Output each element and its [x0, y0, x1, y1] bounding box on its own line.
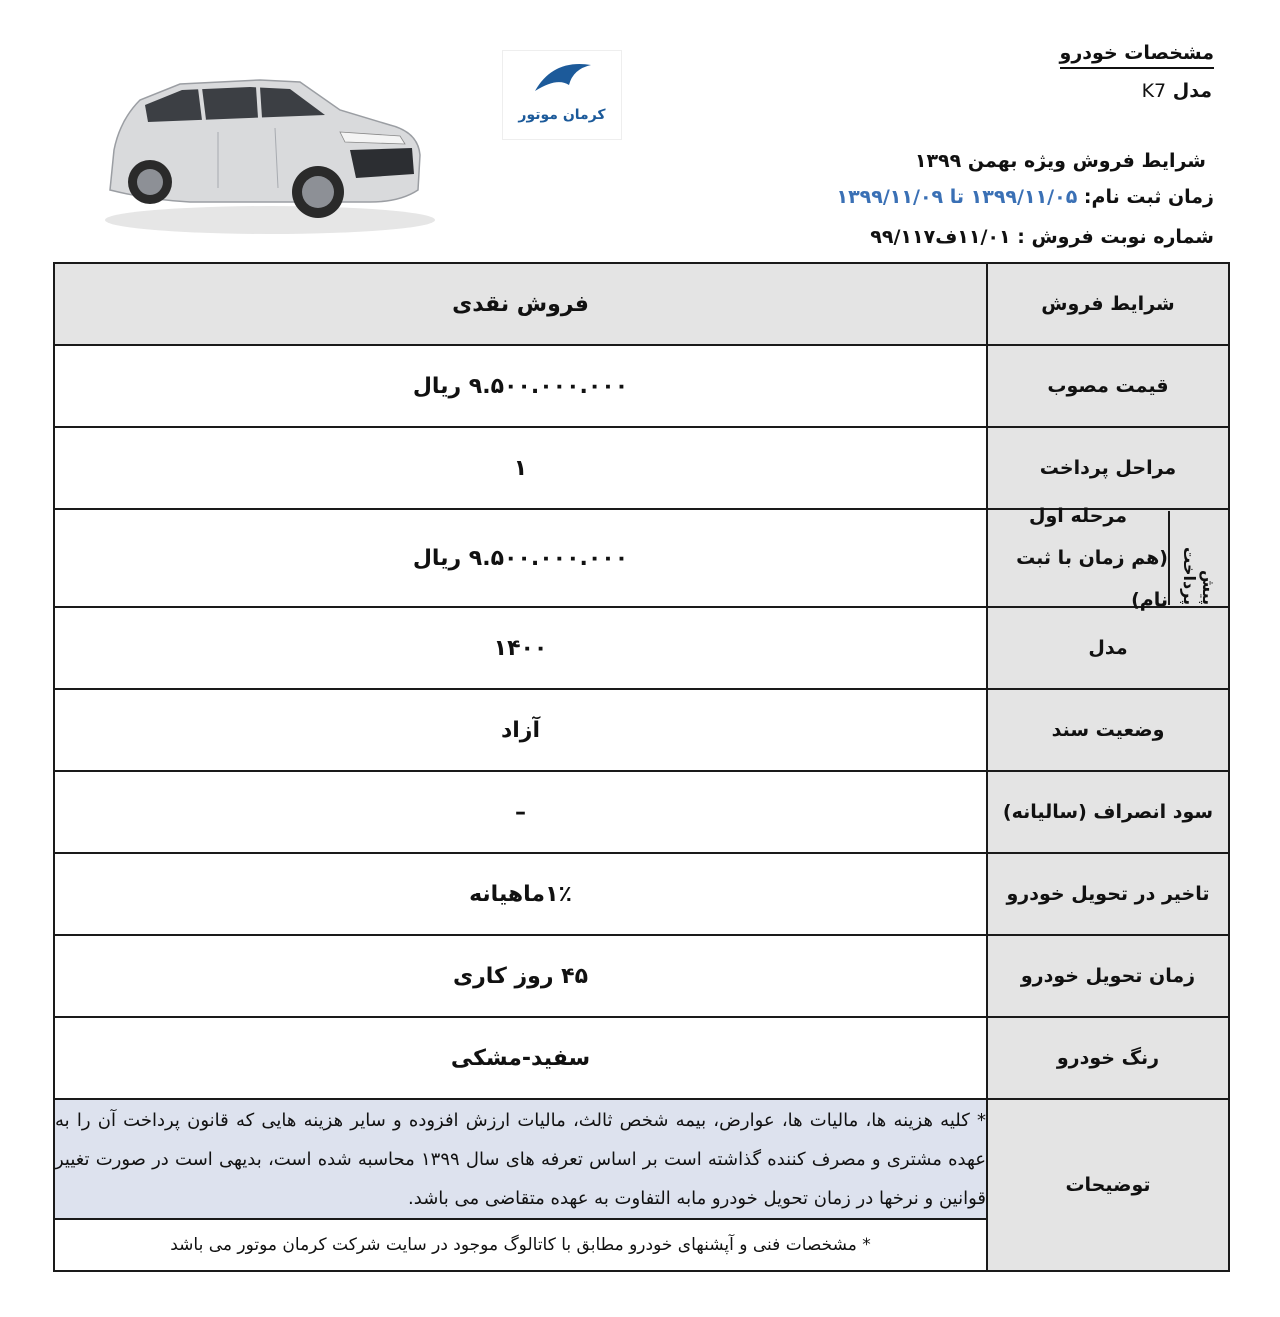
first-stage-label: مرحله اول	[1029, 505, 1127, 527]
notes-label: توضیحات	[987, 1099, 1229, 1271]
first-stage-value: ۹.۵۰۰.۰۰۰.۰۰۰ ریال	[54, 509, 987, 607]
logo-wordmark: کرمان موتور	[518, 107, 606, 123]
table-row	[54, 689, 1229, 771]
sale-number-value: ۱۱/۰۱ف۹۹/۱۱۷	[870, 226, 1011, 248]
model-line	[1142, 80, 1212, 102]
first-stage-label-group	[988, 505, 1168, 611]
first-stage-sublabel: (هم زمان با ثبت نام)	[1016, 547, 1168, 611]
registration-time	[836, 186, 1214, 208]
price-label: قیمت مصوب	[987, 345, 1229, 427]
notes-row	[54, 1099, 1229, 1219]
prepayment-side-label: پیش پرداخت	[1180, 546, 1218, 605]
registration-label: زمان ثبت نام:	[1083, 186, 1214, 208]
note-costs: * کلیه هزینه ها، مالیات ها، عوارض، بیمه شخص ثالث، مالیات ارزش افزوده و سایر هزینه هایی که قانون پرداخت آن را به عهده مشتری و مصرف کننده گذاشته است بر اساس تعرفه های سال ۱۳۹۹ محاسبه شده است، بدیهی است در صورت تغییر قوانین و نرخها در زمان تحویل خودرو مابه التفاوت به عهده متقاضی می باشد.	[54, 1099, 987, 1219]
payment-stages-value: ۱	[54, 427, 987, 509]
price-value: ۹.۵۰۰.۰۰۰.۰۰۰ ریال	[54, 345, 987, 427]
note-specs: * مشخصات فنی و آپشنهای خودرو مطابق با کاتالوگ موجود در سایت شرکت کرمان موتور می باشد	[54, 1219, 987, 1271]
model-value: K7	[1141, 80, 1167, 102]
car-color-value: سفید-مشکی	[54, 1017, 987, 1099]
table-row	[54, 1017, 1229, 1099]
delivery-time-label: زمان تحویل خودرو	[987, 935, 1229, 1017]
header-value-cell: فروش نقدی	[54, 263, 987, 345]
kerman-motor-logo	[502, 50, 622, 140]
sale-number	[870, 226, 1214, 248]
sale-number-label: شماره نوبت فروش :	[1017, 226, 1214, 248]
table-row	[54, 509, 1229, 607]
table-row	[54, 853, 1229, 935]
table-row	[54, 935, 1229, 1017]
table-header-row	[54, 263, 1229, 345]
car-color-label: رنگ خودرو	[987, 1017, 1229, 1099]
delivery-time-value: ۴۵ روز کاری	[54, 935, 987, 1017]
table-row	[54, 345, 1229, 427]
cancellation-profit-label: سود انصراف (سالیانه)	[987, 771, 1229, 853]
car-image	[100, 70, 440, 240]
cancellation-profit-value: –	[54, 771, 987, 853]
table-row	[54, 771, 1229, 853]
model-label: مدل	[1172, 80, 1212, 102]
page-title: مشخصات خودرو	[1060, 42, 1214, 69]
delivery-delay-value: ۱٪ماهیانه	[54, 853, 987, 935]
first-stage-label-cell	[987, 505, 1229, 611]
registration-value: ۱۳۹۹/۱۱/۰۵ تا ۱۳۹۹/۱۱/۰۹	[836, 186, 1078, 208]
document-status-value: آزاد	[54, 689, 987, 771]
prepayment-side-cell	[1168, 511, 1228, 605]
sales-conditions-table	[53, 262, 1230, 1272]
header-label-cell: شرایط فروش	[987, 263, 1229, 345]
payment-stages-label: مراحل پرداخت	[987, 427, 1229, 509]
logo-mark-icon	[503, 51, 621, 111]
sale-conditions-title: شرایط فروش ویژه بهمن ۱۳۹۹	[914, 150, 1206, 172]
model-year-value: ۱۴۰۰	[54, 607, 987, 689]
document-status-label: وضعیت سند	[987, 689, 1229, 771]
delivery-delay-label: تاخیر در تحویل خودرو	[987, 853, 1229, 935]
model-year-label: مدل	[987, 607, 1229, 689]
